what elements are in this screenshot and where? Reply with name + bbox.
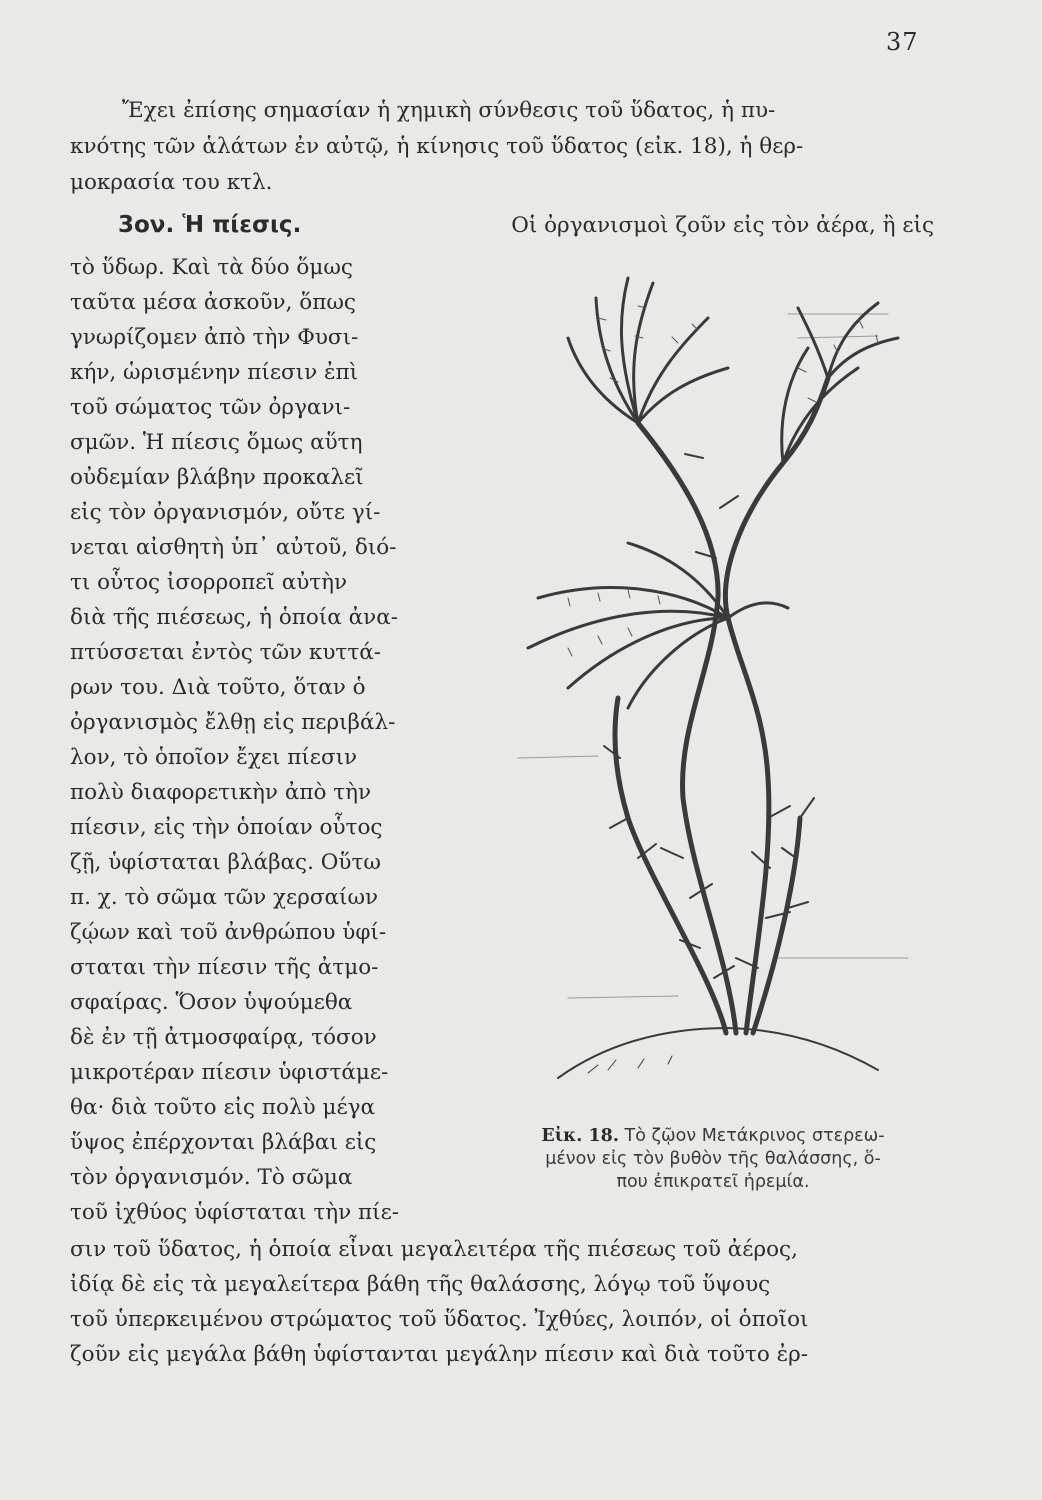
column-line: ζῴων καὶ τοῦ ἀνθρώπου ὑφί- bbox=[70, 920, 387, 945]
caption-line: μένον εἰς τὸν βυθὸν τῆς θαλάσσης, ὅ- bbox=[545, 1148, 881, 1169]
intro-line: μοκρασία του κτλ. bbox=[70, 170, 273, 195]
column-line: πολὺ διαφορετικὴν ἀπὸ τὴν bbox=[70, 780, 372, 805]
body-line: σιν τοῦ ὕδατος, ἡ ὁποία εἶναι μεγαλειτέρα τῆς πιέσεως τοῦ ἀέρος, bbox=[70, 1237, 798, 1262]
column-line: μικροτέραν πίεσιν ὑφιστάμε- bbox=[70, 1060, 389, 1085]
page-number: 37 bbox=[886, 28, 919, 56]
column-line: ὀργανισμὸς ἔλθῃ εἰς περιβάλ- bbox=[70, 710, 396, 735]
column-line: π. χ. τὸ σῶμα τῶν χερσαίων bbox=[70, 885, 379, 910]
column-line: νεται αἰσθητὴ ὑπ᾽ αὐτοῦ, διό- bbox=[70, 535, 397, 560]
column-line: ταῦτα μέσα ἀσκοῦν, ὅπως bbox=[70, 290, 356, 315]
body-line: ζοῦν εἰς μεγάλα βάθη ὑφίστανται μεγάλην πίεσιν καὶ διὰ τοῦτο ἐρ- bbox=[70, 1342, 809, 1367]
column-line: σταται τὴν πίεσιν τῆς ἀτμο- bbox=[70, 955, 379, 980]
column-line: διὰ τῆς πιέσεως, ἡ ὁποία ἀνα- bbox=[70, 605, 399, 630]
column-line: οὐδεμίαν βλάβην προκαλεῖ bbox=[70, 465, 364, 490]
column-line: τοῦ σώματος τῶν ὀργανι- bbox=[70, 395, 351, 420]
section-heading-line bbox=[118, 214, 934, 237]
column-line: τοῦ ἰχθύος ὑφίσταται τὴν πίε- bbox=[70, 1200, 399, 1225]
intro-line: Ἔχει ἐπίσης σημασίαν ἡ χημικὴ σύνθεσις τοῦ ὕδατος, ἡ πυ- bbox=[122, 98, 776, 123]
column-line: λον, τὸ ὁποῖον ἔχει πίεσιν bbox=[70, 745, 358, 770]
body-line: τοῦ ὑπερκειμένου στρώματος τοῦ ὕδατος. Ἰχθύες, λοιπόν, οἱ ὁποῖοι bbox=[70, 1307, 809, 1332]
column-line: γνωρίζομεν ἀπὸ τὴν Φυσι- bbox=[70, 325, 359, 350]
column-line: ὕψος ἐπέρχονται βλάβαι εἰς bbox=[70, 1130, 377, 1155]
crinoid-illustration bbox=[478, 258, 948, 1138]
column-line: θα· διὰ τοῦτο εἰς πολὺ μέγα bbox=[70, 1095, 375, 1120]
column-line: πτύσσεται ἐντὸς τῶν κυττά- bbox=[70, 640, 381, 665]
column-line: τι οὗτος ἰσορροπεῖ αὐτὴν bbox=[70, 570, 348, 595]
column-line: πίεσιν, εἰς τὴν ὁποίαν οὗτος bbox=[70, 815, 383, 840]
column-line: ρων του. Διὰ τοῦτο, ὅταν ὁ bbox=[70, 675, 366, 700]
caption-line: που ἐπικρατεῖ ἠρεμία. bbox=[616, 1171, 810, 1192]
column-line: εἰς τὸν ὀργανισμόν, οὔτε γί- bbox=[70, 500, 381, 525]
intro-line: κνότης τῶν ἁλάτων ἐν αὐτῷ, ἡ κίνησις τοῦ ὕδατος (εἰκ. 18), ἡ θερ- bbox=[70, 134, 804, 159]
column-line: κήν, ὡρισμένην πίεσιν ἐπὶ bbox=[70, 360, 359, 385]
column-line: σφαίρας. Ὅσον ὑψούμεθα bbox=[70, 990, 353, 1015]
column-line: σμῶν. Ἡ πίεσις ὅμως αὕτη bbox=[70, 430, 363, 455]
column-line: ζῇ, ὑφίσταται βλάβας. Οὕτω bbox=[70, 850, 381, 875]
section-heading: 3ον. Ἡ πίεσις. bbox=[118, 212, 302, 238]
column-line: τὸ ὕδωρ. Καὶ τὰ δύο ὅμως bbox=[70, 255, 353, 280]
body-line: ἰδίᾳ δὲ εἰς τὰ μεγαλείτερα βάθη τῆς θαλάσσης, λόγῳ τοῦ ὕψους bbox=[70, 1272, 771, 1297]
caption-line bbox=[478, 1125, 948, 1148]
column-line: τὸν ὀργανισμόν. Τὸ σῶμα bbox=[70, 1165, 353, 1190]
caption-label: Εἰκ. 18. bbox=[541, 1126, 619, 1146]
column-line: δὲ ἐν τῇ ἀτμοσφαίρᾳ, τόσον bbox=[70, 1025, 377, 1050]
caption-text: Τὸ ζῷον Μετάκρινος στερεω- bbox=[624, 1126, 885, 1146]
section-first-line: Οἱ ὀργανισμοὶ ζοῦν εἰς τὸν ἀέρα, ἢ εἰς bbox=[511, 213, 934, 238]
figure-caption bbox=[478, 1125, 948, 1193]
